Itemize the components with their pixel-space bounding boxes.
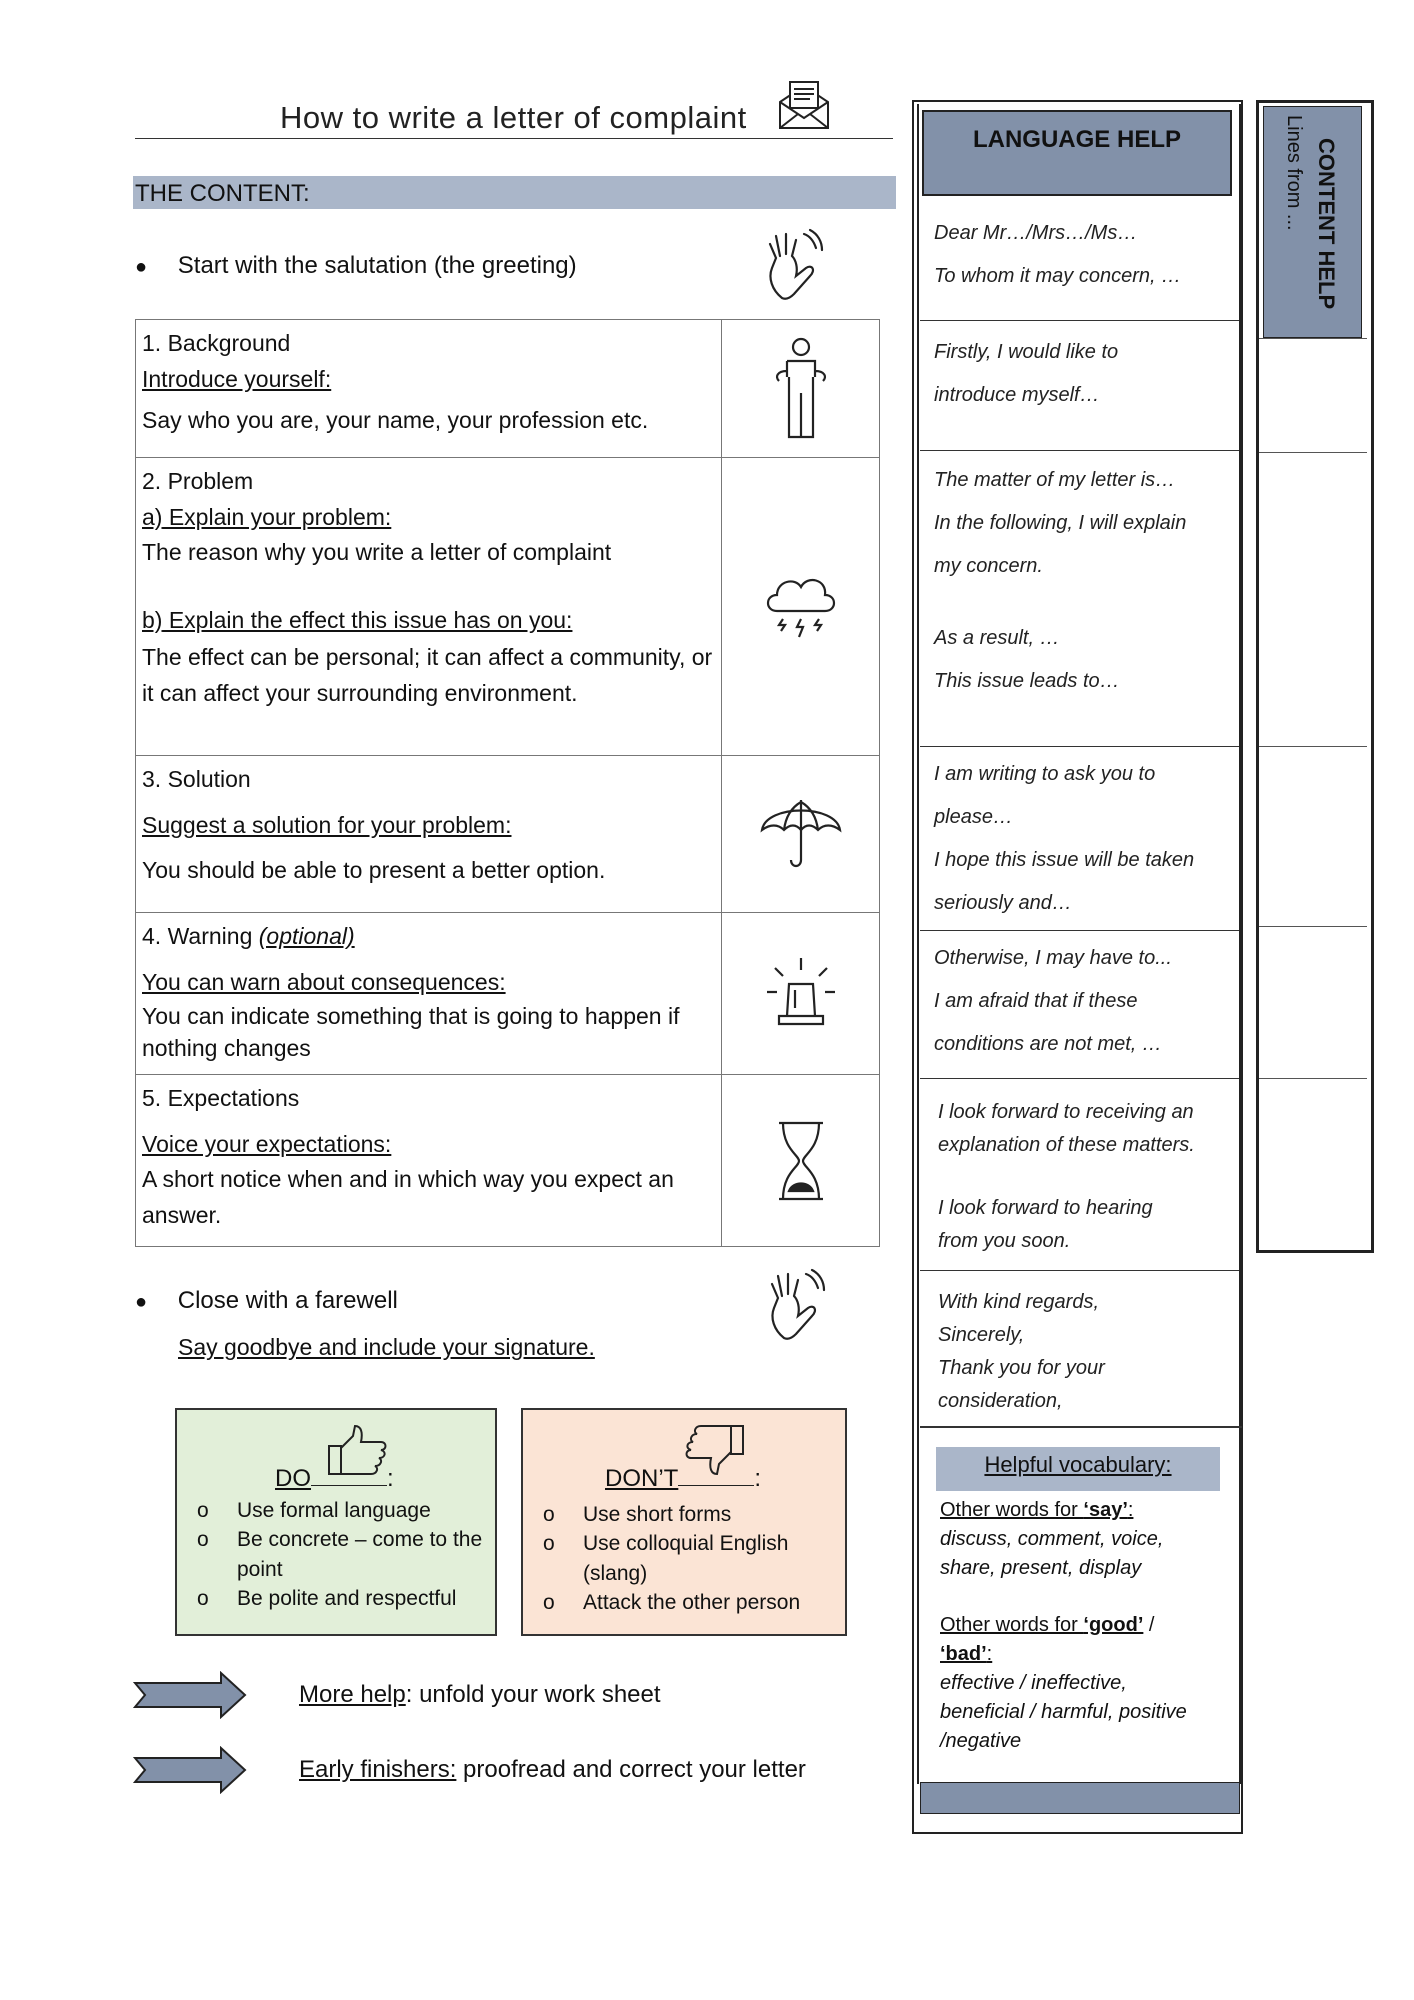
language-section-expectations (920, 1078, 1239, 1271)
do-box (175, 1408, 497, 1636)
vocab-colon: : (986, 1643, 993, 1665)
phrase: I am afraid that if these (934, 990, 1138, 1012)
close-bullet (135, 1287, 398, 1315)
content-help-sub: Lines from ... (1283, 115, 1305, 231)
language-help-heading: LANGUAGE HELP (922, 110, 1232, 196)
person-icon (722, 320, 880, 458)
step-subheading: Introduce yourself: (142, 365, 332, 392)
bullet-dot: ● (135, 1291, 148, 1313)
content-help-divider (1259, 746, 1367, 747)
content-help-heading: CONTENT HELP (1314, 138, 1339, 310)
do-item: o Use formal language (177, 1496, 493, 1525)
phrase: In the following, I will explain (934, 512, 1187, 534)
early-label: Early finishers: (299, 1756, 457, 1783)
do-title: DO (275, 1465, 311, 1492)
storm-cloud-icon (722, 458, 880, 756)
phrase: Sincerely, (938, 1324, 1025, 1346)
vocab-word: ‘say’ (1083, 1499, 1128, 1521)
page-title: How to write a letter of complaint (280, 100, 747, 135)
steps-table (135, 319, 880, 1247)
phrase: my concern. (934, 555, 1043, 577)
language-help-footer-bar (920, 1782, 1240, 1814)
phrase: I look forward to receiving an (938, 1101, 1194, 1123)
more-help (299, 1681, 661, 1709)
step-title: 3. Solution (142, 766, 251, 792)
language-divider (920, 1426, 1242, 1428)
vocab-heading: Helpful vocabulary: (936, 1447, 1220, 1491)
phrase: With kind regards, (938, 1291, 1099, 1313)
step-label-b: b) (142, 606, 163, 633)
step-row-background (136, 320, 880, 458)
step-subheading: Voice your expectations: (142, 1130, 392, 1157)
phrase: This issue leads to… (934, 670, 1120, 692)
phrase: please… (934, 806, 1013, 828)
dont-colon: : (754, 1465, 761, 1492)
step-title: 1. Background (142, 330, 291, 356)
phrase: introduce myself… (934, 384, 1100, 406)
step-label-a: a) (142, 503, 163, 530)
language-section-background (920, 320, 1239, 451)
step-title: 5. Expectations (142, 1085, 300, 1111)
thumbs-down-icon (685, 1424, 747, 1484)
arrow-right-icon (133, 1746, 248, 1794)
phrase: To whom it may concern, … (934, 265, 1182, 287)
vocab-word: ‘good’ (1083, 1614, 1144, 1636)
early-text: proofread and correct your letter (456, 1756, 806, 1783)
language-section-warning (920, 930, 1239, 1079)
step-text: You can indicate something that is going to happen if nothing changes (142, 1003, 680, 1062)
dont-item: o Use colloquial English (slang) (523, 1529, 843, 1588)
step-text: A short notice when and in which way you expect an answer. (142, 1166, 674, 1228)
phrase: Thank you for your (938, 1357, 1105, 1379)
phrase: Otherwise, I may have to... (934, 947, 1172, 969)
step-text: You should be able to present a better option. (142, 857, 606, 884)
step-text: Say who you are, your name, your profession etc. (142, 407, 649, 434)
step-text: The reason why you write a letter of complaint (142, 539, 612, 566)
step-title-optional: (optional) (258, 923, 355, 949)
content-heading-bar (133, 176, 896, 209)
vocab-word: ‘bad’ (940, 1643, 987, 1665)
step-subheading: Suggest a solution for your problem: (142, 811, 512, 838)
step-row-expectations (136, 1075, 880, 1247)
vocab-colon: : (1127, 1499, 1134, 1521)
content-help-divider (1259, 452, 1367, 453)
do-colon: : (387, 1465, 394, 1492)
step-row-warning (136, 913, 880, 1075)
phrase: Dear Mr…/Mrs…/Ms… (934, 222, 1138, 244)
phrase: The matter of my letter is… (934, 469, 1176, 491)
siren-icon (722, 913, 880, 1075)
more-help-label: More help (299, 1681, 406, 1708)
close-bold: Close with a farewell (177, 1287, 398, 1314)
phrase: I look forward to hearing (938, 1197, 1153, 1219)
wave-hand-icon (764, 1268, 828, 1349)
language-section-farewell (920, 1270, 1239, 1427)
step-row-solution (136, 756, 880, 913)
dont-box (521, 1408, 847, 1636)
start-bullet (135, 252, 577, 280)
phrase: from you soon. (938, 1230, 1071, 1252)
arrow-right-icon (133, 1671, 248, 1719)
phrase: seriously and… (934, 892, 1072, 914)
phrase: Firstly, I would like to (934, 341, 1119, 363)
do-item: o Be polite and respectful (177, 1584, 493, 1613)
more-help-text: : unfold your work sheet (405, 1681, 661, 1708)
vocab-words: effective / ineffective, beneficial / harmful, positive /negative (940, 1672, 1187, 1752)
language-section-solution (920, 746, 1239, 931)
hourglass-icon (722, 1075, 880, 1247)
vocab-sep: / (1143, 1614, 1155, 1636)
language-section-problem (920, 450, 1239, 747)
dont-title: DON’T (605, 1465, 679, 1492)
content-heading: THE CONTENT: (135, 180, 310, 207)
phrase: conditions are not met, … (934, 1033, 1162, 1055)
phrase: As a result, … (934, 627, 1060, 649)
phrase: I am writing to ask you to (934, 763, 1156, 785)
step-subheading: Explain the effect this issue has on you: (162, 606, 573, 633)
content-help-divider (1259, 1078, 1367, 1079)
step-title: 4. Warning (142, 923, 259, 949)
close-sub: Say goodbye and include your signature. (178, 1334, 595, 1360)
dont-item: o Attack the other person (523, 1588, 843, 1617)
step-subheading: Explain your problem: (162, 503, 392, 530)
start-rest: (the greeting) (427, 252, 577, 279)
umbrella-icon (722, 756, 880, 913)
envelope-icon (776, 78, 832, 139)
step-subheading: You can warn about consequences: (142, 968, 506, 995)
wave-hand-icon (762, 228, 826, 309)
phrase: consideration, (938, 1390, 1063, 1412)
thumbs-up-icon (325, 1424, 387, 1484)
step-title: 2. Problem (142, 468, 254, 494)
title-divider (135, 138, 893, 139)
vocab-words: discuss, comment, voice, share, present, display (940, 1528, 1164, 1579)
content-help-divider (1259, 926, 1367, 927)
vocab-list (940, 1496, 1210, 1756)
start-bold: Start with the salutation (177, 252, 428, 279)
vocab-label: Other words for (940, 1499, 1084, 1521)
bullet-dot: ● (135, 256, 148, 278)
early-finishers (299, 1756, 806, 1784)
phrase: explanation of these matters. (938, 1134, 1195, 1156)
language-section-salutation (920, 200, 1239, 320)
step-row-problem (136, 458, 880, 756)
dont-item: o Use short forms (523, 1500, 843, 1529)
content-help-divider (1259, 338, 1367, 339)
vocab-label: Other words for (940, 1614, 1084, 1636)
step-text: The effect can be personal; it can affect a community, or it can affect your surrounding environment. (142, 643, 713, 707)
do-item: o Be concrete – come to the point (177, 1525, 493, 1584)
phrase: I hope this issue will be taken (934, 849, 1195, 871)
